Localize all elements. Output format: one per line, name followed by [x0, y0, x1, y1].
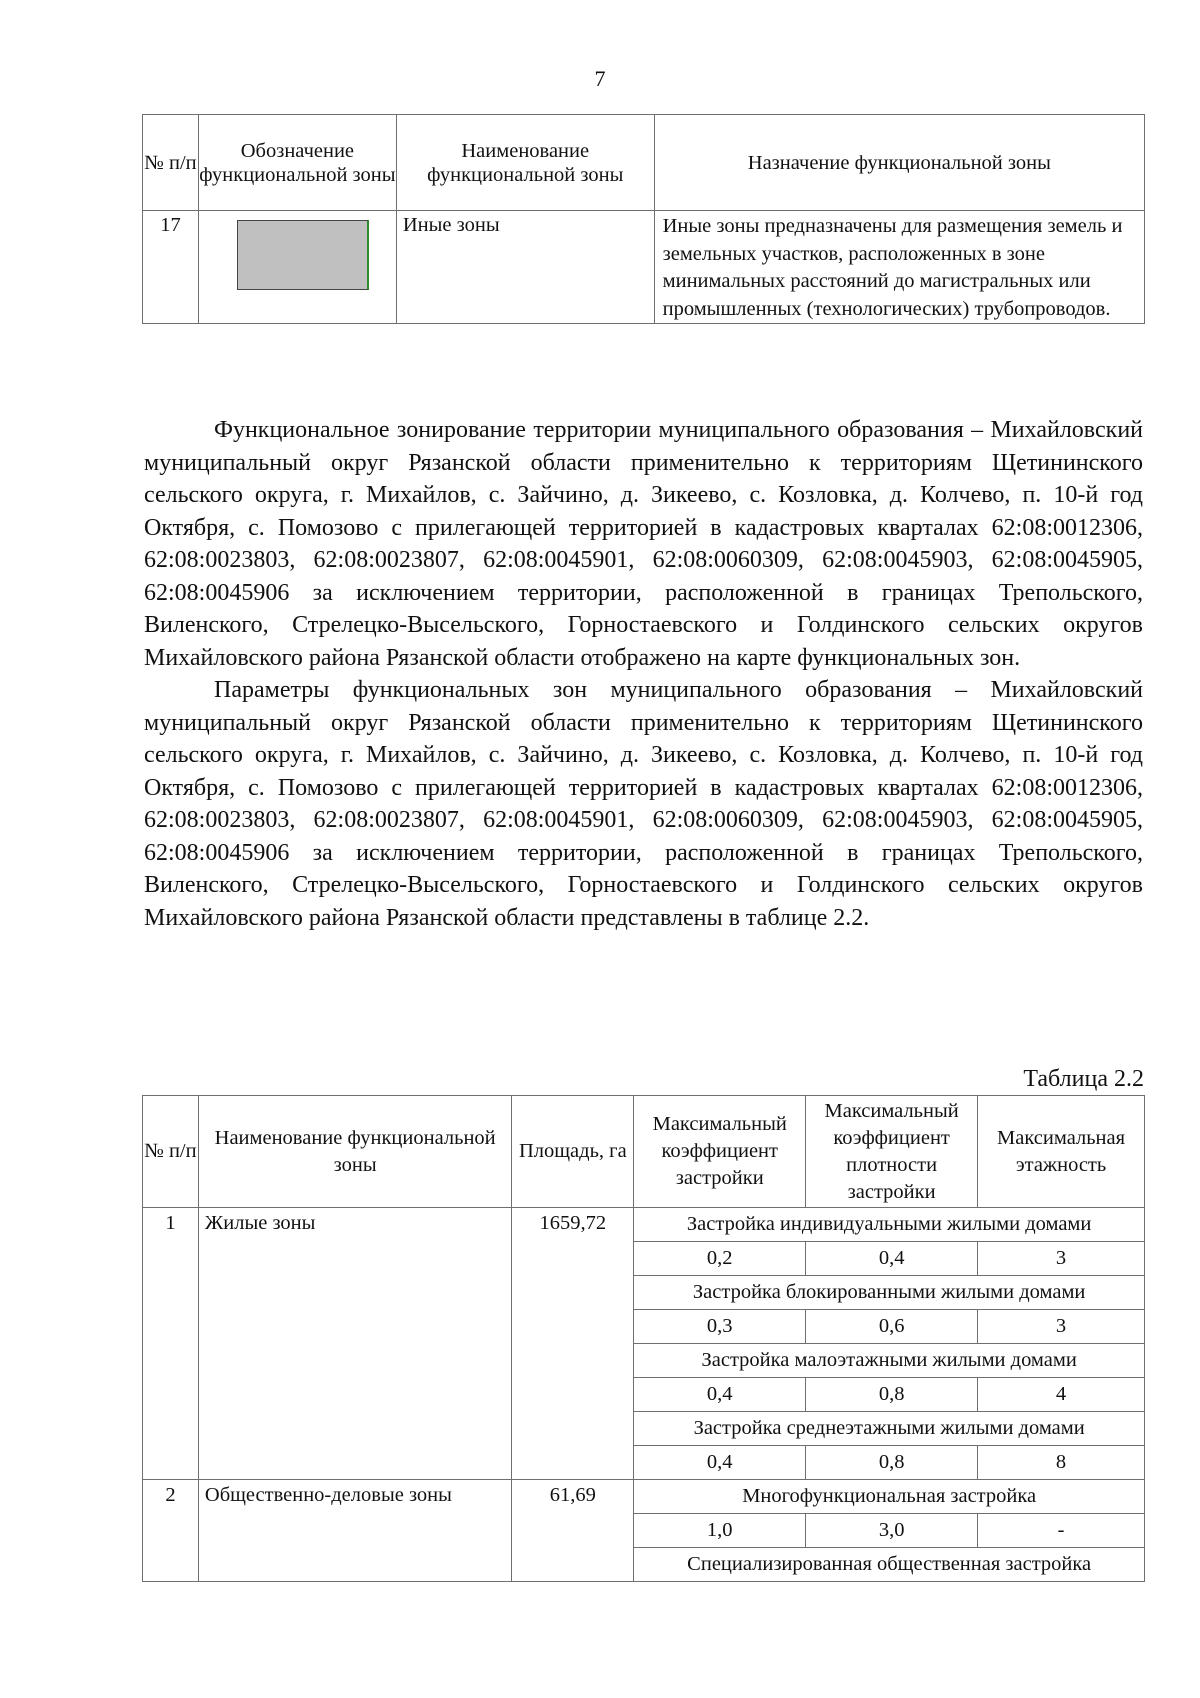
table-row	[143, 1208, 1145, 1242]
row-num: 2	[143, 1480, 199, 1582]
header-name: Наименование функциональной зоны	[396, 115, 654, 211]
row-zone-area: 1659,72	[512, 1208, 634, 1480]
header-area: Площадь, га	[512, 1096, 634, 1208]
row-zone-name: Общественно-деловые зоны	[198, 1480, 512, 1582]
density-value: 0,6	[806, 1310, 978, 1344]
density-value: 0,8	[806, 1446, 978, 1480]
density-value: 0,4	[806, 1242, 978, 1276]
paragraph: Параметры функциональных зон муниципального образования – Михайловский муниципальный округ Рязанской области применительно к территориям Щетининского сельского округа, г. Михайлов, с. Зайчино, д. Зикеево, с. Козловка, д. Колчево, п. 10-й год Октября, с. Помозово с прилегающей территорией в кадастровых кварталах 62:08:0012306, 62:08:0023803, 62:08:0023807, 62:08:0045901, 62:08:0060309, 62:08:0045903, 62:08:0045905, 62:08:0045906 за исключением территории, расположенной в границах Трепольского, Виленского, Стрелецко-Высельского, Горностаевского и Голдинского сельских округов Михайловского района Рязанской области представлены в таблице 2.2.	[144, 677, 1143, 931]
row-num: 17	[143, 211, 199, 324]
density-value: 3,0	[806, 1514, 978, 1548]
paragraph: Функциональное зонирование территории муниципального образования – Михайловский муниципальный округ Рязанской области применительно к территориям Щетининского сельского округа, г. Михайлов, с. Зайчино, д. Зикеево, с. Козловка, д. Колчево, п. 10-й год Октября, с. Помозово с прилегающей территорией в кадастровых кварталах 62:08:0012306, 62:08:0023803, 62:08:0023807, 62:08:0045901, 62:08:0060309, 62:08:0045903, 62:08:0045905, 62:08:0045906 за исключением территории, расположенной в границах Трепольского, Виленского, Стрелецко-Высельского, Горностаевского и Голдинского сельских округов Михайловского района Рязанской области отображено на карте функциональных зон.	[144, 417, 1143, 671]
header-purpose: Назначение функциональной зоны	[654, 115, 1144, 211]
coverage-value: 0,4	[634, 1378, 806, 1412]
row-zone-area: 61,69	[512, 1480, 634, 1582]
row-zone-purpose: Иные зоны предназначены для размещения земель и земельных участков, расположенных в зоне минимальных расстояний до магистральных или промышленных (технологических) трубопроводов.	[654, 211, 1144, 324]
row-zone-name: Иные зоны	[396, 211, 654, 324]
table-caption: Таблица 2.2	[1023, 1066, 1144, 1092]
subtype-title: Застройка блокированными жилыми домами	[634, 1276, 1145, 1310]
header-name: Наименование функциональной зоны	[198, 1096, 512, 1208]
table-row	[143, 1480, 1145, 1514]
header-num: № п/п	[143, 115, 199, 211]
coverage-value: 1,0	[634, 1514, 806, 1548]
header-num: № п/п	[143, 1096, 199, 1208]
header-density: Максимальный коэффициент плотности застройки	[806, 1096, 978, 1208]
row-zone-name: Жилые зоны	[198, 1208, 512, 1480]
floors-value: 3	[978, 1242, 1145, 1276]
density-value: 0,8	[806, 1378, 978, 1412]
subtype-title: Многофункциональная застройка	[634, 1480, 1145, 1514]
page-number: 7	[594, 66, 606, 91]
floors-value: 3	[978, 1310, 1145, 1344]
zone-symbol-cell	[198, 211, 396, 324]
floors-value: -	[978, 1514, 1145, 1548]
coverage-value: 0,2	[634, 1242, 806, 1276]
zone-legend-table	[142, 114, 1145, 324]
body-text	[144, 414, 1143, 934]
header-floors: Максимальная этажность	[978, 1096, 1145, 1208]
row-num: 1	[143, 1208, 199, 1480]
table-row	[143, 211, 1145, 324]
table-header-row	[143, 115, 1145, 211]
coverage-value: 0,4	[634, 1446, 806, 1480]
table-header-row	[143, 1096, 1145, 1208]
floors-value: 4	[978, 1378, 1145, 1412]
subtype-title: Застройка малоэтажными жилыми домами	[634, 1344, 1145, 1378]
header-coverage: Максимальный коэффициент застройки	[634, 1096, 806, 1208]
subtype-title: Застройка индивидуальными жилыми домами	[634, 1208, 1145, 1242]
subtype-title: Специализированная общественная застройка	[634, 1548, 1145, 1582]
floors-value: 8	[978, 1446, 1145, 1480]
header-symbol: Обозначение функциональной зоны	[198, 115, 396, 211]
zone-color-swatch	[237, 220, 369, 290]
coverage-value: 0,3	[634, 1310, 806, 1344]
subtype-title: Застройка среднеэтажными жилыми домами	[634, 1412, 1145, 1446]
zone-parameters-table	[142, 1095, 1145, 1582]
